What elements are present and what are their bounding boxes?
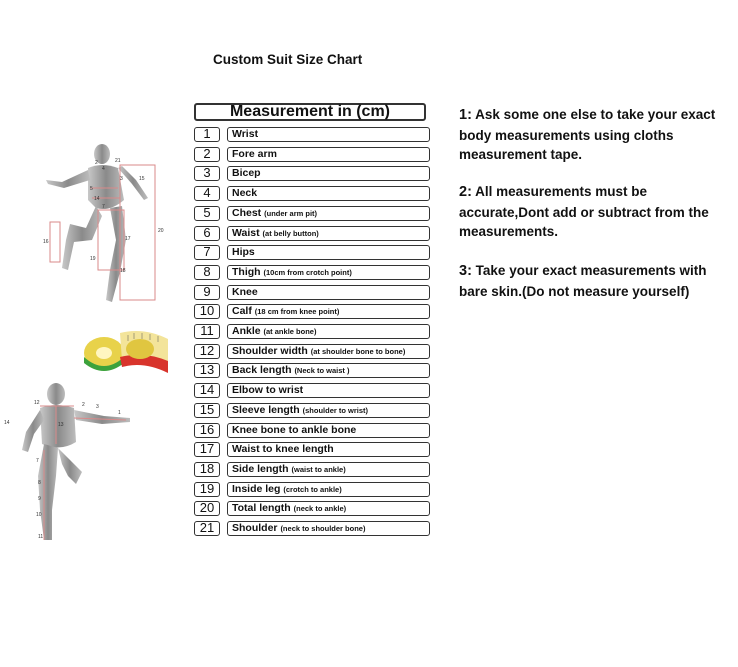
- front-label: 21: [115, 158, 121, 164]
- table-row: [194, 127, 430, 142]
- front-label: 15: [139, 176, 145, 182]
- instruction-number: 2:: [459, 184, 472, 200]
- table-row: [194, 166, 430, 181]
- back-label: 10: [36, 512, 42, 518]
- instruction-number: 1:: [459, 107, 472, 123]
- table-row: [194, 462, 430, 477]
- back-body-figure: [0, 380, 150, 550]
- row-label-box: [227, 442, 430, 457]
- row-label: Waist to knee length: [232, 443, 334, 456]
- table-row: [194, 147, 430, 162]
- row-label: Ankle: [232, 325, 261, 337]
- instruction-3: [459, 261, 729, 301]
- front-body-figure: [40, 140, 170, 315]
- front-label: 18: [120, 268, 126, 274]
- row-number: 21: [194, 521, 220, 536]
- table-row: [194, 285, 430, 300]
- table-row: [194, 383, 430, 398]
- back-label: 2: [82, 402, 85, 408]
- row-number: 3: [194, 166, 220, 181]
- measuring-tape-image: [82, 327, 172, 379]
- front-label: 5: [90, 186, 93, 192]
- back-label: 11: [38, 534, 44, 540]
- front-label: 2: [95, 160, 98, 166]
- row-label-box: [227, 383, 430, 398]
- front-label: 19: [90, 256, 96, 262]
- row-label: Hips: [232, 246, 255, 259]
- row-label-box: [227, 501, 430, 516]
- row-number: 18: [194, 462, 220, 477]
- back-label: 7: [36, 458, 39, 464]
- table-row: [194, 403, 430, 418]
- table-row: [194, 521, 430, 536]
- measurement-table-header: Measurement in (cm): [194, 103, 426, 121]
- row-label-box: [227, 186, 430, 201]
- instruction-number: 3:: [459, 263, 472, 279]
- instruction-text: All measurements must be accurate,Dont add or subtract from the measurements.: [459, 184, 709, 239]
- back-label: 1: [118, 410, 121, 416]
- row-label: Side length: [232, 462, 289, 475]
- front-label: 20: [158, 228, 164, 234]
- row-label: Back length: [232, 364, 292, 377]
- back-label: 8: [38, 480, 41, 486]
- instruction-1: [459, 105, 729, 165]
- row-note: (at belly button): [262, 228, 319, 238]
- table-row: [194, 324, 430, 339]
- row-number: 8: [194, 265, 220, 280]
- row-label: Sleeve length: [232, 403, 300, 416]
- row-label-box: [227, 285, 430, 300]
- front-label: 4: [102, 166, 105, 172]
- table-row: [194, 245, 430, 260]
- instruction-text: Take your exact measurements with bare skin.(Do not measure yourself): [459, 263, 707, 299]
- back-label: 13: [58, 422, 64, 428]
- row-number: 20: [194, 501, 220, 516]
- table-row: [194, 186, 430, 201]
- row-label-box: [227, 324, 430, 339]
- row-note: (under arm pit): [264, 208, 318, 218]
- row-label-box: [227, 423, 430, 438]
- row-label: Calf: [232, 305, 252, 318]
- row-label: Fore arm: [232, 147, 277, 160]
- instruction-2: [459, 182, 729, 242]
- row-number: 7: [194, 245, 220, 260]
- table-row: [194, 344, 430, 359]
- page-title: Custom Suit Size Chart: [213, 52, 363, 67]
- row-label-box: [227, 403, 430, 418]
- row-label: Elbow to wrist: [232, 384, 304, 397]
- row-number: 16: [194, 423, 220, 438]
- back-label: 12: [34, 400, 40, 406]
- row-note: (neck to shoulder bone): [280, 524, 366, 533]
- row-number: 9: [194, 285, 220, 300]
- row-number: 6: [194, 226, 220, 241]
- row-number: 1: [194, 127, 220, 142]
- row-label-box: [227, 304, 430, 319]
- row-label-box: [227, 206, 430, 221]
- row-number: 10: [194, 304, 220, 319]
- back-label: 14: [4, 420, 10, 426]
- row-note: (shoulder to wrist): [302, 405, 369, 415]
- row-label: Thigh: [232, 265, 261, 278]
- front-label: 7: [102, 204, 105, 210]
- table-row: [194, 423, 430, 438]
- row-label: Knee bone to ankle bone: [232, 423, 357, 436]
- table-row: [194, 501, 430, 516]
- instruction-text: Ask some one else to take your exact body measurements using cloths measurement tape.: [459, 107, 716, 162]
- row-label-box: [227, 482, 430, 497]
- row-label-box: [227, 127, 430, 142]
- row-number: 4: [194, 186, 220, 201]
- back-label: 3: [96, 404, 99, 410]
- row-label: Waist: [232, 226, 260, 239]
- row-label-box: [227, 245, 430, 260]
- row-number: 2: [194, 147, 220, 162]
- front-label: 14: [94, 196, 100, 202]
- front-label: 3: [120, 176, 123, 182]
- row-note: (waist to ankle): [291, 464, 346, 474]
- table-row: [194, 226, 430, 241]
- row-note: (at ankle bone): [263, 327, 317, 336]
- row-label: Bicep: [232, 167, 261, 180]
- row-number: 5: [194, 206, 220, 221]
- row-label-box: [227, 363, 430, 378]
- row-note: (Neck to waist ): [294, 366, 350, 376]
- row-label: Knee: [232, 285, 258, 298]
- front-label: 16: [43, 239, 49, 245]
- row-label-box: [227, 521, 430, 536]
- row-note: (neck to ankle): [293, 504, 347, 514]
- table-row: [194, 265, 430, 280]
- front-label: 17: [125, 236, 131, 242]
- table-row: [194, 442, 430, 457]
- row-label: Neck: [232, 187, 258, 200]
- row-number: 15: [194, 403, 220, 418]
- row-number: 12: [194, 344, 220, 359]
- row-note: (at shoulder bone to bone): [310, 346, 406, 356]
- row-note: (10cm from crotch point): [263, 267, 352, 277]
- row-label: Inside leg: [232, 482, 281, 495]
- row-label-box: [227, 462, 430, 477]
- table-row: [194, 363, 430, 378]
- row-label: Shoulder: [232, 522, 278, 534]
- row-note: (18 cm from knee point): [254, 307, 340, 317]
- row-label-box: [227, 166, 430, 181]
- row-label: Total length: [232, 502, 291, 515]
- row-number: 14: [194, 383, 220, 398]
- table-row: [194, 304, 430, 319]
- table-row: [194, 206, 430, 221]
- row-number: 19: [194, 482, 220, 497]
- row-number: 11: [194, 324, 220, 339]
- row-label-box: [227, 147, 430, 162]
- row-label-box: [227, 265, 430, 280]
- row-label-box: [227, 344, 430, 359]
- row-label: Wrist: [232, 128, 259, 140]
- row-label: Chest: [232, 206, 262, 219]
- table-row: [194, 482, 430, 497]
- row-number: 17: [194, 442, 220, 457]
- back-label: 9: [38, 496, 41, 502]
- row-note: (crotch to ankle): [283, 484, 342, 494]
- row-number: 13: [194, 363, 220, 378]
- row-label: Shoulder width: [232, 344, 308, 357]
- row-label-box: [227, 226, 430, 241]
